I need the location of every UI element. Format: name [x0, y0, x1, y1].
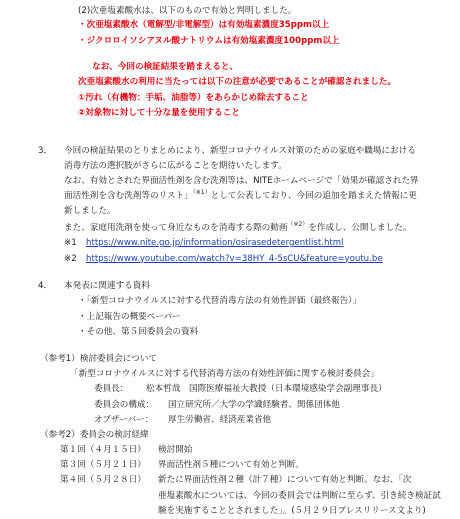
section3-line5: 新しました。: [64, 206, 116, 217]
section3-number: 3．: [38, 145, 53, 156]
history-row-text: 新たに界面活性剤２種（計７種）について有効と判断。なお、「次: [158, 475, 412, 486]
footnote-ref-1: （※1）: [192, 189, 211, 197]
section3-line3: なお、有効とされた界面活性剤を含む洗剤等は、NITEホームページで「効果が確認された界: [64, 176, 419, 187]
section3-line6-part1: また、家庭用洗剤を使って身近なものを消毒する際の動画: [64, 222, 288, 233]
history-row-round: 第４回（５月２８日）: [60, 475, 146, 486]
history-row-text: 界面活性剤５種について有効と判断。: [158, 459, 304, 470]
ref1-heading: （参考1）検討委員会について: [40, 354, 158, 365]
section3-line4-part2: として公表しており、今回の追加を踏まえた情報に更: [210, 190, 417, 201]
chair-label: 委員長：: [94, 384, 129, 395]
committee-name: 「新型コロナウイルスに対する代替消毒方法の有効性評価に関する検討委員会」: [70, 368, 379, 379]
section2-note-line2: 次亜塩素酸水の利用に当たっては以下の注意が必要であることが確認されました。: [78, 77, 396, 88]
related-document-item: ・「新型コロナウイルスに対する代替消毒方法の有効性評価（最終報告）」: [78, 296, 362, 307]
history-row-cont1: 亜塩素酸水については、今回の委員会では判断に至らず、引き続き検証試: [158, 490, 441, 501]
members-label: 委員会の構成：: [94, 399, 155, 410]
footnote-2-link[interactable]: https://www.youtube.com/watch?v=38HY_4-5sCU&feature=youtu.be: [86, 253, 383, 264]
observer-label: オブザーバー：: [94, 415, 154, 426]
history-row-round: 第１回（４月１５日）: [60, 445, 146, 456]
section4-title: 本発表に関連する資料: [64, 280, 150, 291]
related-document-item: ・その他、第５回委員会の資料: [78, 327, 199, 338]
footnote-1-link[interactable]: https://www.nite.go.jp/information/osirasedetergentlist.html: [86, 238, 344, 249]
section3-line6: [64, 221, 411, 235]
section3-line4-part1: 面活性剤を含む洗剤等のリスト」: [64, 190, 193, 201]
section2-note-item2: ②対象物に対して十分な量を使用すること: [78, 108, 240, 119]
section2-bullet-hypochlorous: ・次亜塩素酸水（電解型/非電解型）は有効塩素濃度35ppm以上: [78, 20, 330, 31]
related-document-item: ・上記報告の概要ペーパー: [78, 311, 181, 322]
chair-value: 松本哲哉 国際医療福祉大教授（日本環境感染学会副理事長）: [146, 384, 387, 395]
members-value: 国立研究所／大学の学識経験者、関係団体他: [168, 399, 340, 410]
section3-line4: [64, 189, 417, 203]
observer-value: 厚生労働省、経済産業省他: [168, 415, 272, 426]
section2-bullet-dichloroisocyanurate: ・ジクロロイソシアヌル酸ナトリウムは有効塩素濃度100ppm以上: [78, 35, 340, 46]
section4-number: 4．: [38, 280, 53, 291]
section2-note-item1: ①汚れ（有機物：手垢、油脂等）をあらかじめ除去すること: [78, 92, 309, 103]
history-row-round: 第３回（５月２１日）: [60, 459, 146, 470]
history-row-cont2: 験を実施することとされました」。(５月２９日プレスリリース文より): [158, 506, 426, 516]
section3-line2: 消毒方法の選択肢がさらに広がることを期待いたします。: [64, 160, 287, 171]
section2-note-line1: なお、今回の検証結果を踏まえると、: [92, 61, 239, 72]
section3-line1: 今回の検証結果のとりまとめにより、新型コロナウイルス対策のための家庭や職場における: [64, 145, 416, 156]
footnote-ref-2: （※2）: [287, 220, 309, 228]
ref2-heading: （参考2）委員会の検討経緯: [40, 429, 149, 440]
section2-line1: (2)次亜塩素酸水は、以下のもので有効と判明しました。: [78, 5, 297, 16]
section3-line6-part2: を作成し、公開しました。: [308, 222, 412, 233]
history-row-text: 検討開始: [158, 445, 193, 456]
footnote-1-mark: ※1: [64, 238, 77, 249]
footnote-2-mark: ※2: [64, 253, 77, 264]
